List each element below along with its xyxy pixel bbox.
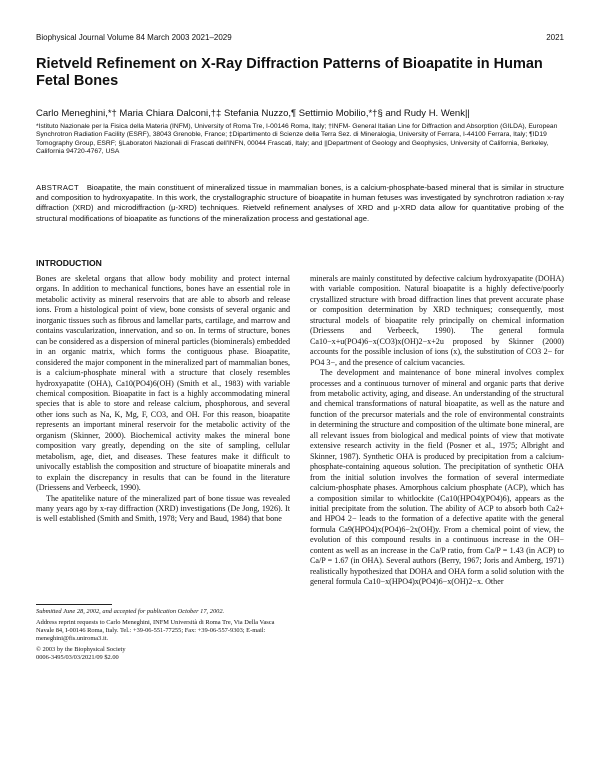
abstract-text: Bioapatite, the main constituent of mineralized tissue in mammalian bones, is a calcium-phosphate-based mineral that is similar in structure and composition to hydroxyapatite. In this work, the crystallographic structure of bioapatite in human fetuses was investigated by synchrotron radiation x-ray diffraction (XRD) and microdiffraction (μ-XRD) techniques. Rietveld refinement analyses of XRD and μ-XRD data allow for quantitative probing of the structural modifications of bioapatite as functions of the mineralization process and gestational age.: [36, 183, 564, 223]
abstract: [36, 183, 564, 224]
affiliations: *Istituto Nazionale per la Fisica della Materia (INFM), University of Roma Tre, I-00146 Roma, Italy; †INFM- General Italian Line for Diffraction and Absorption (GILDA), European Synchrotron Radiation Facility (ESRF), 38043 Grenoble, France; ‡Dipartimento di Scienze della Terra Sez. di Mineralogia, University of Ferrara, I-44100 Ferrara, Italy; ¶ID19 Tomography Group, ESRF; §Laboratori Nazionali di Frascati dell'INFN, 00044 Frascati, Italy; and ||Department of Geology and Geophysics, University of California, Berkeley, California 94720-4767, USA: [36, 123, 558, 156]
intro-paragraph-2: The apatitelike nature of the mineralized part of bone tissue was revealed many years ago by x-ray diffraction (XRD) investigations (De Jong, 1926). It is well established (Smith and Smith, 1978; Very and Baud, 1984) that bone: [36, 493, 290, 524]
running-header: [36, 33, 564, 45]
page-number: 2021: [546, 33, 564, 42]
article-title: Rietveld Refinement on X-Ray Diffraction Patterns of Bioapatite in Human Fetal Bones: [36, 56, 543, 89]
footnote-rule: [36, 604, 112, 605]
intro-paragraph-3: minerals are mainly constituted by defective calcium hydroxyapatite (DOHA) with variable composition. Natural bioapatite is a highly defective/poorly crystallized structure with broad diffraction lines that prevent accurate phase or composition determination by XRD techniques; consequently, most structural models of bioapatite rely principally on chemical information (Driessens and Verbeeck, 1990). The general formula Ca10−x+u(PO4)6−x(CO3)x(OH)2−x+2u proposed by Skinner (2000) accounts for the possible inclusion of ions (x), the substitution of CO3 2− for PO4 3−, and the presence of calcium vacancies.: [310, 274, 564, 367]
right-column: [310, 274, 564, 764]
journal-citation: Biophysical Journal Volume 84 March 2003 2021–2029: [36, 33, 232, 42]
submission-note: Submitted June 28, 2002, and accepted for publication October 17, 2002.: [36, 608, 225, 615]
left-column: [36, 274, 290, 598]
footnotes: [36, 608, 290, 663]
copyright-line: © 2003 by the Biophysical Society: [36, 646, 126, 654]
intro-paragraph-1: Bones are skeletal organs that allow body mobility and protect internal organs. In addition to mechanical functions, bones have an essential role in metabolic activity as mineral reservoirs that are able to absorb and release ions. From a histological point of view, bone consists of several organic and inorganic tissues such as fibrous and lamellar parts, cartilage, and marrow and contains vascularization, innervation, and so on. In terms of structure, bones can be considered as a dispersion of mineral particles (biominerals) embedded in an organic matrix, which forms the contiguous phase. Bioapatite, considered the major component in the mineralized part of mammalian bones, is a calcium-phosphate mineral with a structure that closely resembles hydroxyapatite (OHA), Ca10(PO4)6(OH) (Smith et al., 1983) with variable chemical composition. Bioapatite in fact is a highly accommodating mineral species that is able to store and release calcium, phosphorous, and several other ions such as Na, K, Mg, F, CO3, and OH. For this reason, bioapatite represents an important mineral reservoir for the metabolic activity of the organism (Skinner, 2000). Biochemical activity makes the mineral bone composition vary greatly, depending on the site of sampling, cellular metabolism, age, diet, and diseases. These features make it difficult to univocally establish the composition and structure of bioapatite minerals and to explain the discrepancy in results that can be found in the literature (Driessens and Verbeeck, 1990).: [36, 274, 290, 493]
reprint-address: Address reprint requests to Carlo Meneghini, INFM Università di Roma Tre, Via Della Vasca Navale 84, I-00146 Roma, Italy. Tel.: +39-06-551-77255; Fax: +39-06-557-9303; E-mail: meneghini@fis.uniroma3.it.: [36, 618, 275, 643]
abstract-label: ABSTRACT: [36, 183, 79, 192]
article-code: 0006-3495/03/03/2021/09 $2.00: [36, 654, 119, 662]
intro-paragraph-4: The development and maintenance of bone mineral involves complex processes and a continuous turnover of mineral and organic parts that derive from metabolic activity, aging, and disease. An understanding of the structural and chemical transformations of natural bioapatite, as well as the nature and function of the precursor materials and the role of environmental constraints in determining the structure and composition of the ultimate bone mineral, are all relevant issues from biological and medical points of view that motivate extensive research activity in the field (Posner et al., 1975; Albright and Skinner, 1987). Synthetic OHA is produced by precipitation from a calcium-phosphate-containing aqueous solution. The precipitation of synthetic OHA from the initial solution involves the formation of several intermediate calcium-phosphate phases. Amorphous calcium phosphate (ACP), which has a composition similar to whitlockite (Ca10(HPO4)(PO4)6), appears as the initial precipitate from the solution. The ability of ACP to absorb both Ca2+ and HPO4 2− leads to the formation of a defective apatite with the general formula Ca9(HPO4)x(PO4)6−2x(OH)y. From a chemical point of view, the evolution of this compound results in a continuous increase in the OH− content as well as an increase in the Ca/P ratio, from Ca/P = 1.43 (in ACP) to Ca/P = 1.67 (in OHA). Several authors (Berry, 1967; Joris and Amberg, 1971) realistically hypothesized that DOHA and OHA form a solid solution with the general formula Ca10−x(HPO4)x(PO4)6−x(OH)2−x. Other: [310, 368, 564, 587]
section-heading: INTRODUCTION: [36, 258, 102, 268]
author-list: Carlo Meneghini,*† Maria Chiara Dalconi,†‡ Stefania Nuzzo,¶ Settimio Mobilio,*†§ and Rudy H. Wenk||: [36, 108, 470, 119]
